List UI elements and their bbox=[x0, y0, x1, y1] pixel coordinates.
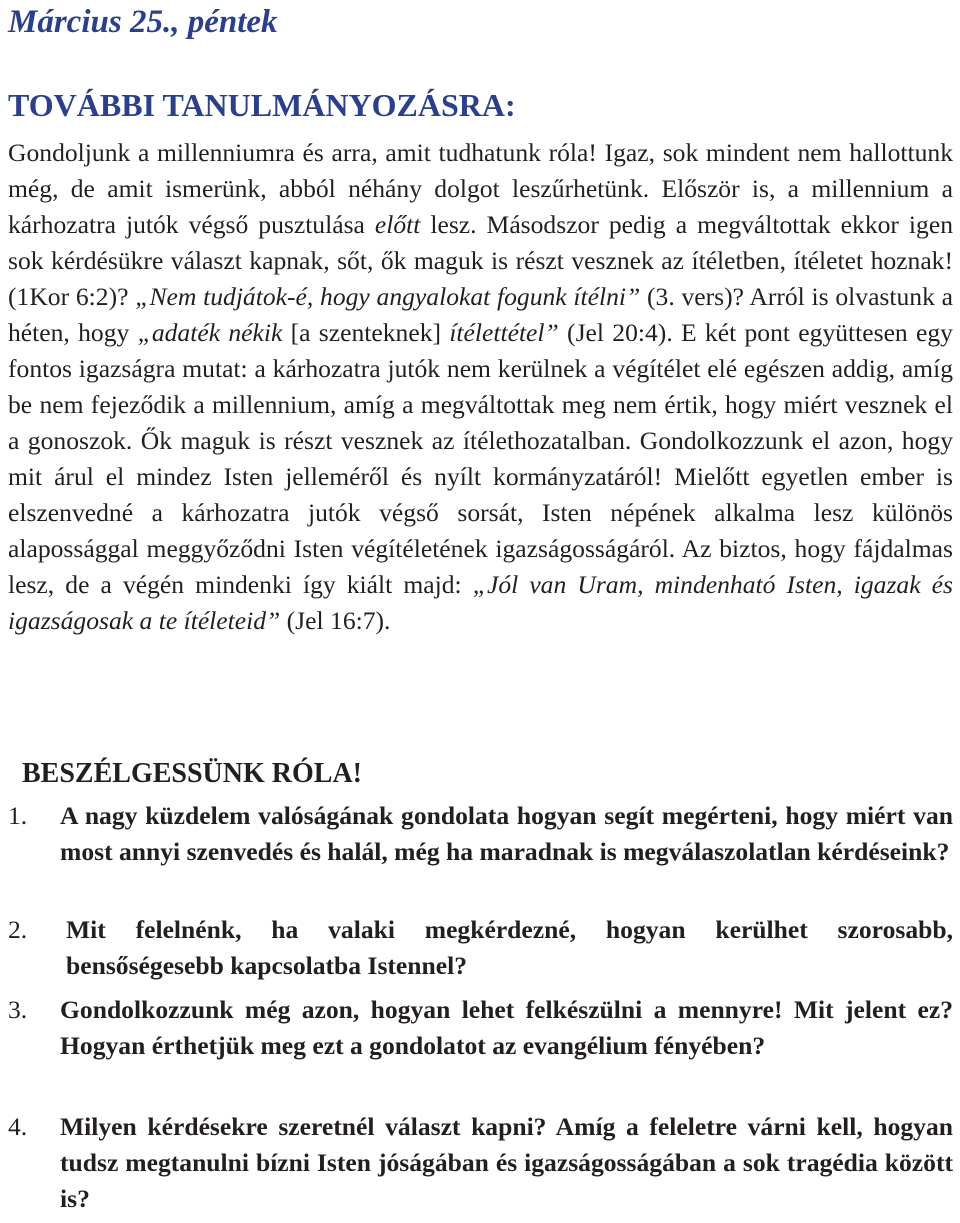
quote-jel-20-b: ítélettétel” bbox=[449, 318, 559, 347]
question-item bbox=[8, 992, 953, 1109]
question-item bbox=[8, 798, 953, 912]
section-heading: TOVÁBBI TANULMÁNYOZÁSRA: bbox=[8, 87, 516, 123]
quote-jel-16: „Jól van Uram, mindenható Isten, igazak és igazságosak a te ítéleteid” bbox=[8, 570, 953, 635]
question-text: A nagy küzdelem valóságának gondolata hogyan segít megérteni, hogy miért van most annyi szenvedés és halál, még ha maradnak is megválaszolatlan kérdéseink? bbox=[60, 801, 953, 866]
question-item bbox=[8, 1109, 953, 1219]
body-text-4: [a szenteknek] bbox=[282, 318, 450, 347]
question-number: 3. bbox=[8, 995, 28, 1024]
body-text-2: lesz. Másodszor pedig a megváltottak ekkor igen sok kérdésükre választ kapnak, sőt, ők maguk is részt vesznek az ítéletben, ítéletet hoznak! (1Kor 6:2)? bbox=[8, 210, 954, 311]
quote-jel-20-a: „adaték nékik bbox=[137, 318, 283, 347]
question-number: 4. bbox=[8, 1112, 28, 1141]
body-text-3: (3. vers)? Arról is olvastunk a héten, hogy bbox=[8, 282, 953, 347]
emphasis-elott: előtt bbox=[374, 210, 421, 239]
body-text-1: Gondoljunk a millenniumra és arra, amit tudhatunk róla! Igaz, sok mindent nem hallottunk még, de amit ismerünk, abból néhány dolgot leszűrhetünk. Először is, a millennium a kárhozatra jutók végső pusztulása bbox=[8, 138, 953, 239]
question-number: 1. bbox=[8, 801, 28, 830]
date-heading: Március 25., péntek bbox=[8, 4, 278, 40]
question-item bbox=[8, 912, 953, 992]
question-text: Milyen kérdésekre szeretnél választ kapni? Amíg a feleletre várni kell, hogyan tudsz megtanulni bízni Isten jóságában és igazságosságában a sok tragédia között is? bbox=[60, 1112, 953, 1213]
quote-1kor: „Nem tudjátok-é, hogy angyalokat fogunk ítélni” bbox=[135, 282, 641, 311]
discussion-heading: BESZÉLGESSÜNK RÓLA! bbox=[22, 758, 362, 789]
body-text-5: (Jel 20:4). E két pont együttesen egy fontos igazságra mutat: a kárhozatra jutók nem kerülnek a végítélet elé egészen addig, amíg be nem fejeződik a millennium, amíg a megváltottak meg nem értik, hogy miért vesznek el a gonoszok. Ők maguk is részt vesznek az ítélethozatalban. Gondolkozzunk el azon, hogy mit árul el mindez Isten jelleméről és nyílt kormányzatáról! Mielőtt egyetlen ember is elszenvedné a kárhozatra jutók végső sorsát, Isten népének alkalma lesz különös alapossággal meggyőződni Isten végítéletének igazságosságáról. Az biztos, hogy fájdalmas lesz, de a végén mindenki így kiált majd: bbox=[8, 318, 953, 599]
body-paragraph bbox=[8, 135, 953, 639]
question-number: 2. bbox=[8, 915, 28, 944]
question-text: Gondolkozzunk még azon, hogyan lehet felkészülni a mennyre! Mit jelent ez? Hogyan érthetjük meg ezt a gondolatot az evangélium fényében? bbox=[60, 995, 953, 1060]
discussion-questions bbox=[8, 798, 953, 1219]
body-text-6: (Jel 16:7). bbox=[280, 606, 391, 635]
question-text: Mit felelnénk, ha valaki megkérdezné, hogyan kerülhet szorosabb, bensőségesebb kapcsolatba Istennel? bbox=[66, 915, 953, 980]
